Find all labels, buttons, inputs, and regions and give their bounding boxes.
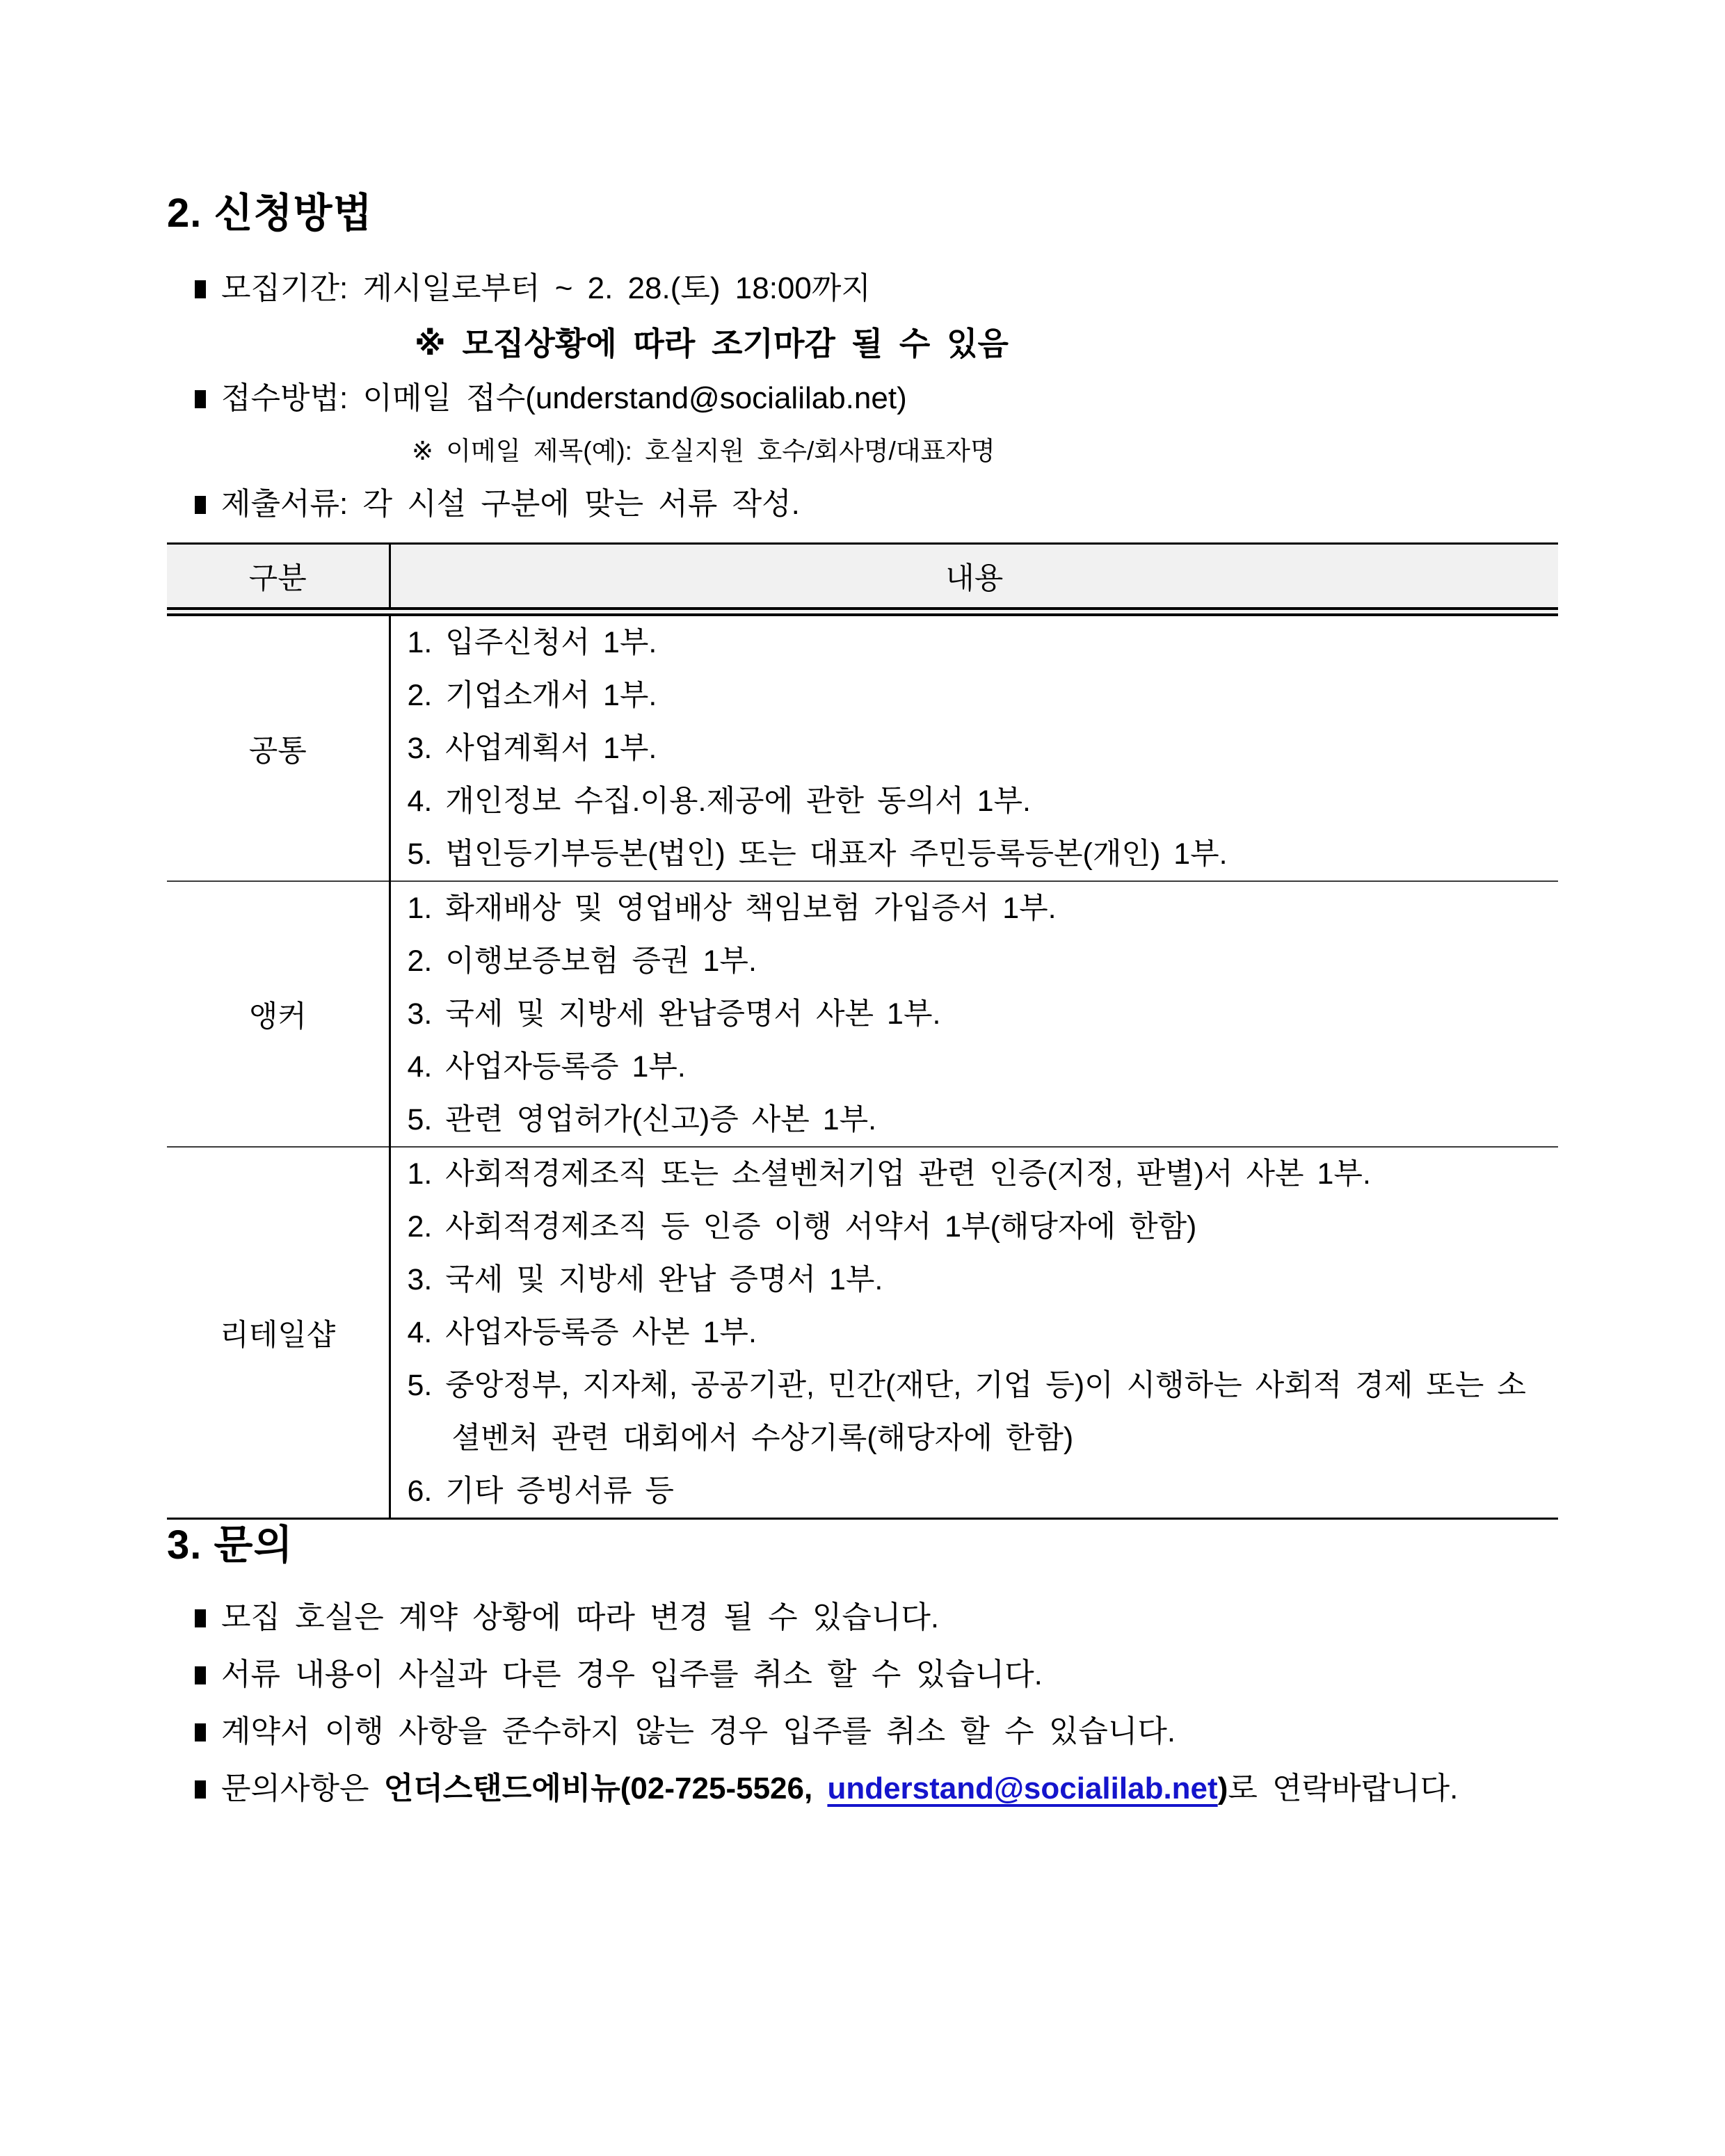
square-bullet-icon [195,280,206,298]
table-header-content: 내용 [390,544,1558,612]
recruit-note-text: ※ 모집상황에 따라 조기마감 될 수 있음 [415,325,1009,362]
section2-bullet-list [167,262,1579,531]
doc-item: 4. 사업자등록증 1부. [407,1050,686,1084]
list-item-room-change [167,1589,1579,1646]
contact-close-paren: ) [1217,1771,1228,1805]
table-row-retailshop [167,1147,1558,1519]
table-header-row [167,544,1558,612]
section3-heading: 3. 문의 [167,1522,294,1568]
section2-heading: 2. 신청방법 [167,191,373,236]
row-category-label: 리테일샵 [167,1147,390,1519]
email-link[interactable]: understand@socialilab.net [827,1771,1218,1805]
table-row-anchor [167,881,1558,1147]
doc-item: 5. 관련 영업허가(신고)증 사본 1부. [407,1103,877,1136]
doc-item: 3. 국세 및 지방세 완납 증명서 1부. [407,1263,883,1296]
doc-item: 1. 입주신청서 1부. [407,626,657,659]
square-bullet-icon [195,390,206,408]
table-row-common [167,612,1558,882]
list-item-cancel-contract [167,1703,1579,1760]
doc-item: 4. 개인정보 수집.이용.제공에 관한 동의서 1부. [407,785,1031,818]
doc-item: 3. 국세 및 지방세 완납증명서 사본 1부. [407,997,941,1031]
doc-item: 6. 기타 증빙서류 등 [407,1474,674,1508]
doc-item: 2. 이행보증보험 증권 1부. [407,944,757,978]
square-bullet-icon [195,1780,206,1799]
table-header-category: 구분 [167,544,390,612]
doc-item: 2. 사회적경제조직 등 인증 이행 서약서 1부(해당자에 한함) [407,1210,1197,1244]
apply-note-text: ※ 이메일 제목(예): 호실지원 호수/회사명/대표자명 [412,437,995,465]
contact-suffix: 로 연락바랍니다. [1228,1771,1459,1805]
contact-org-phone: 언더스탠드에비뉴(02-725-5526, [383,1771,828,1805]
contact-text [221,1760,1579,1817]
row-content-cell [390,1147,1558,1519]
square-bullet-icon [195,496,206,514]
list-item-apply-method [167,371,1579,426]
room-change-text: 모집 호실은 계약 상황에 따라 변경 될 수 있습니다. [221,1600,940,1634]
doc-item: 2. 기업소개서 1부. [407,679,657,712]
doc-item: 5. 중앙정부, 지자체, 공공기관, 민간(재단, 기업 등)이 시행하는 사회적 경제 또는 소셜벤처 관련 대회에서 수상기록(해당자에 한함) [407,1369,1526,1455]
square-bullet-icon [195,1666,206,1684]
row-category-label: 앵커 [167,881,390,1147]
list-item-contact [167,1760,1579,1817]
list-item-cancel-false-docs [167,1646,1579,1703]
list-item-required-docs [167,477,1579,531]
doc-item: 5. 법인등기부등본(법인) 또는 대표자 주민등록등본(개인) 1부. [407,837,1228,871]
doc-item: 3. 사업계획서 1부. [407,732,657,765]
cancel-false-docs-text: 서류 내용이 사실과 다른 경우 입주를 취소 할 수 있습니다. [221,1657,1043,1691]
recruit-period-text: 모집기간: 게시일로부터 ~ 2. 28.(토) 18:00까지 [221,271,871,305]
required-docs-text: 제출서류: 각 시설 구분에 맞는 서류 작성. [221,487,800,521]
contact-prefix: 문의사항은 [221,1771,384,1805]
section3-bullet-list [167,1589,1579,1817]
apply-method-text: 접수방법: 이메일 접수(understand@socialilab.net) [221,381,907,415]
doc-item: 1. 사회적경제조직 또는 소셜벤처기업 관련 인증(지정, 판별)서 사본 1부. [407,1157,1371,1191]
list-item-recruit-period [167,262,1579,316]
row-content-cell [390,881,1558,1147]
row-content-cell [390,612,1558,882]
doc-item: 4. 사업자등록증 사본 1부. [407,1316,757,1349]
submission-docs-table [167,542,1558,1520]
row-category-label: 공통 [167,612,390,882]
cancel-contract-text: 계약서 이행 사항을 준수하지 않는 경우 입주를 취소 할 수 있습니다. [221,1714,1176,1748]
square-bullet-icon [195,1609,206,1627]
doc-item: 1. 화재배상 및 영업배상 책임보험 가입증서 1부. [407,892,1057,925]
square-bullet-icon [195,1723,206,1741]
